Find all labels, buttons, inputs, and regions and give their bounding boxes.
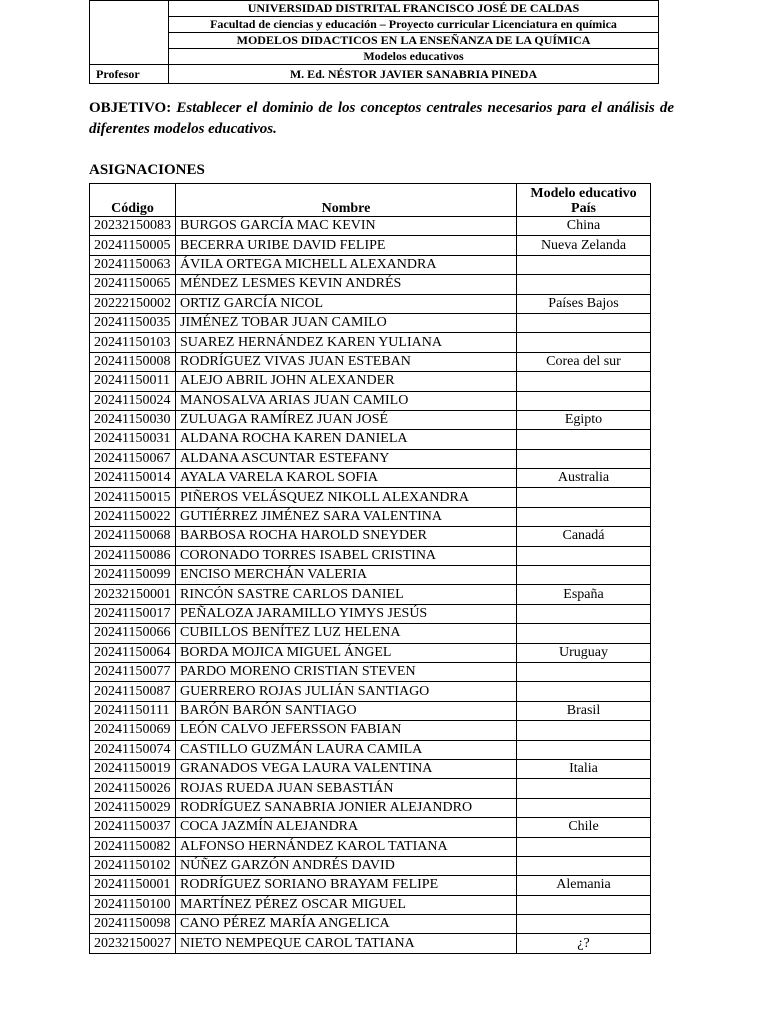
- table-row: [90, 915, 651, 934]
- table-row: [90, 507, 651, 526]
- country-cell: ¿?: [517, 934, 651, 953]
- code-cell: 20241150029: [90, 798, 176, 817]
- name-cell: BECERRA URIBE DAVID FELIPE: [176, 236, 517, 255]
- name-cell: ALEJO ABRIL JOHN ALEXANDER: [176, 372, 517, 391]
- country-cell: [517, 740, 651, 759]
- country-cell: [517, 566, 651, 585]
- name-cell: CASTILLO GUZMÁN LAURA CAMILA: [176, 740, 517, 759]
- country-cell: [517, 313, 651, 332]
- name-cell: RODRÍGUEZ VIVAS JUAN ESTEBAN: [176, 352, 517, 371]
- country-cell: [517, 662, 651, 681]
- code-cell: 20232150001: [90, 585, 176, 604]
- name-cell: BORDA MOJICA MIGUEL ÁNGEL: [176, 643, 517, 662]
- column-header-model: [517, 184, 651, 217]
- code-cell: 20241150082: [90, 837, 176, 856]
- country-cell: [517, 333, 651, 352]
- code-cell: 20241150030: [90, 410, 176, 429]
- faculty-name: Facultad de ciencias y educación – Proyecto curricular Licenciatura en química: [169, 17, 659, 33]
- course-name: MODELOS DIDACTICOS EN LA ENSEÑANZA DE LA QUÍMICA: [169, 33, 659, 49]
- name-cell: MARTÍNEZ PÉREZ OSCAR MIGUEL: [176, 895, 517, 914]
- column-header-name: Nombre: [176, 184, 517, 217]
- table-row: [90, 643, 651, 662]
- name-cell: GUTIÉRREZ JIMÉNEZ SARA VALENTINA: [176, 507, 517, 526]
- country-cell: [517, 682, 651, 701]
- name-cell: CUBILLOS BENÍTEZ LUZ HELENA: [176, 624, 517, 643]
- name-cell: ALDANA ROCHA KAREN DANIELA: [176, 430, 517, 449]
- table-row: [90, 217, 651, 236]
- logo-cell: [90, 1, 169, 65]
- column-header-model-line1: Modelo educativo: [530, 186, 637, 201]
- table-row: [90, 604, 651, 623]
- country-cell: España: [517, 585, 651, 604]
- name-cell: COCA JAZMÍN ALEJANDRA: [176, 818, 517, 837]
- code-cell: 20232150083: [90, 217, 176, 236]
- table-row: [90, 313, 651, 332]
- name-cell: ALFONSO HERNÁNDEZ KAROL TATIANA: [176, 837, 517, 856]
- country-cell: [517, 624, 651, 643]
- table-body: [90, 217, 651, 954]
- name-cell: BARÓN BARÓN SANTIAGO: [176, 701, 517, 720]
- country-cell: Canadá: [517, 527, 651, 546]
- name-cell: ENCISO MERCHÁN VALERIA: [176, 566, 517, 585]
- name-cell: ORTIZ GARCÍA NICOL: [176, 294, 517, 313]
- country-cell: [517, 546, 651, 565]
- code-cell: 20241150008: [90, 352, 176, 371]
- name-cell: CORONADO TORRES ISABEL CRISTINA: [176, 546, 517, 565]
- table-row: [90, 624, 651, 643]
- country-cell: [517, 449, 651, 468]
- name-cell: ZULUAGA RAMÍREZ JUAN JOSÉ: [176, 410, 517, 429]
- code-cell: 20241150063: [90, 255, 176, 274]
- code-cell: 20241150103: [90, 333, 176, 352]
- table-row: [90, 546, 651, 565]
- table-row: [90, 236, 651, 255]
- code-cell: 20241150035: [90, 313, 176, 332]
- name-cell: MÉNDEZ LESMES KEVIN ANDRÉS: [176, 275, 517, 294]
- name-cell: ROJAS RUEDA JUAN SEBASTIÁN: [176, 779, 517, 798]
- table-row: [90, 895, 651, 914]
- name-cell: ALDANA ASCUNTAR ESTEFANY: [176, 449, 517, 468]
- table-row: [90, 682, 651, 701]
- code-cell: 20241150069: [90, 721, 176, 740]
- code-cell: 20241150026: [90, 779, 176, 798]
- table-row: [90, 333, 651, 352]
- code-cell: 20241150099: [90, 566, 176, 585]
- table-row: [90, 430, 651, 449]
- country-cell: Egipto: [517, 410, 651, 429]
- objective-label: OBJETIVO:: [89, 100, 172, 116]
- table-row: [90, 856, 651, 875]
- name-cell: ÁVILA ORTEGA MICHELL ALEXANDRA: [176, 255, 517, 274]
- table-row: [90, 837, 651, 856]
- table-row: [90, 759, 651, 778]
- table-header-row: [90, 184, 651, 217]
- code-cell: 20241150011: [90, 372, 176, 391]
- name-cell: JIMÉNEZ TOBAR JUAN CAMILO: [176, 313, 517, 332]
- table-row: [90, 255, 651, 274]
- name-cell: CANO PÉREZ MARÍA ANGELICA: [176, 915, 517, 934]
- code-cell: 20241150066: [90, 624, 176, 643]
- name-cell: PARDO MORENO CRISTIAN STEVEN: [176, 662, 517, 681]
- table-row: [90, 721, 651, 740]
- code-cell: 20232150027: [90, 934, 176, 953]
- table-row: [90, 566, 651, 585]
- assignments-table: [89, 183, 651, 954]
- table-row: [90, 488, 651, 507]
- country-cell: [517, 604, 651, 623]
- country-cell: Corea del sur: [517, 352, 651, 371]
- objective-paragraph: [89, 98, 674, 140]
- country-cell: [517, 255, 651, 274]
- country-cell: [517, 837, 651, 856]
- country-cell: Alemania: [517, 876, 651, 895]
- name-cell: NIETO NEMPEQUE CAROL TATIANA: [176, 934, 517, 953]
- country-cell: China: [517, 217, 651, 236]
- name-cell: PIÑEROS VELÁSQUEZ NIKOLL ALEXANDRA: [176, 488, 517, 507]
- country-cell: [517, 372, 651, 391]
- table-row: [90, 876, 651, 895]
- table-row: [90, 527, 651, 546]
- table-row: [90, 469, 651, 488]
- table-row: [90, 701, 651, 720]
- code-cell: 20222150002: [90, 294, 176, 313]
- code-cell: 20241150077: [90, 662, 176, 681]
- name-cell: SUAREZ HERNÁNDEZ KAREN YULIANA: [176, 333, 517, 352]
- code-cell: 20241150037: [90, 818, 176, 837]
- code-cell: 20241150014: [90, 469, 176, 488]
- country-cell: [517, 275, 651, 294]
- name-cell: RODRÍGUEZ SORIANO BRAYAM FELIPE: [176, 876, 517, 895]
- objective-text: Establecer el dominio de los conceptos centrales necesarios para el análisis de diferentes modelos educativos.: [89, 100, 674, 137]
- code-cell: 20241150064: [90, 643, 176, 662]
- code-cell: 20241150100: [90, 895, 176, 914]
- code-cell: 20241150024: [90, 391, 176, 410]
- code-cell: 20241150086: [90, 546, 176, 565]
- column-header-model-line2: País: [571, 201, 596, 216]
- country-cell: Brasil: [517, 701, 651, 720]
- country-cell: [517, 430, 651, 449]
- name-cell: BARBOSA ROCHA HAROLD SNEYDER: [176, 527, 517, 546]
- name-cell: RINCÓN SASTRE CARLOS DANIEL: [176, 585, 517, 604]
- country-cell: [517, 798, 651, 817]
- country-cell: Italia: [517, 759, 651, 778]
- name-cell: NÚÑEZ GARZÓN ANDRÉS DAVID: [176, 856, 517, 875]
- name-cell: BURGOS GARCÍA MAC KEVIN: [176, 217, 517, 236]
- country-cell: [517, 507, 651, 526]
- name-cell: GUERRERO ROJAS JULIÁN SANTIAGO: [176, 682, 517, 701]
- code-cell: 20241150111: [90, 701, 176, 720]
- country-cell: [517, 915, 651, 934]
- code-cell: 20241150065: [90, 275, 176, 294]
- country-cell: Nueva Zelanda: [517, 236, 651, 255]
- code-cell: 20241150015: [90, 488, 176, 507]
- country-cell: [517, 391, 651, 410]
- assignments-title: ASIGNACIONES: [89, 162, 205, 178]
- name-cell: AYALA VARELA KAROL SOFIA: [176, 469, 517, 488]
- country-cell: [517, 721, 651, 740]
- code-cell: 20241150098: [90, 915, 176, 934]
- country-cell: [517, 488, 651, 507]
- name-cell: MANOSALVA ARIAS JUAN CAMILO: [176, 391, 517, 410]
- table-row: [90, 779, 651, 798]
- country-cell: [517, 779, 651, 798]
- country-cell: Australia: [517, 469, 651, 488]
- name-cell: RODRÍGUEZ SANABRIA JONIER ALEJANDRO: [176, 798, 517, 817]
- table-row: [90, 391, 651, 410]
- code-cell: 20241150087: [90, 682, 176, 701]
- table-row: [90, 352, 651, 371]
- country-cell: Países Bajos: [517, 294, 651, 313]
- table-row: [90, 372, 651, 391]
- code-cell: 20241150102: [90, 856, 176, 875]
- code-cell: 20241150074: [90, 740, 176, 759]
- name-cell: GRANADOS VEGA LAURA VALENTINA: [176, 759, 517, 778]
- code-cell: 20241150005: [90, 236, 176, 255]
- name-cell: LEÓN CALVO JEFERSSON FABIAN: [176, 721, 517, 740]
- code-cell: 20241150067: [90, 449, 176, 468]
- table-row: [90, 934, 651, 953]
- topic-name: Modelos educativos: [169, 49, 659, 65]
- country-cell: [517, 856, 651, 875]
- code-cell: 20241150068: [90, 527, 176, 546]
- code-cell: 20241150017: [90, 604, 176, 623]
- country-cell: Chile: [517, 818, 651, 837]
- code-cell: 20241150031: [90, 430, 176, 449]
- table-row: [90, 740, 651, 759]
- table-row: [90, 449, 651, 468]
- code-cell: 20241150001: [90, 876, 176, 895]
- university-name: UNIVERSIDAD DISTRITAL FRANCISCO JOSÉ DE CALDAS: [169, 1, 659, 17]
- table-row: [90, 818, 651, 837]
- code-cell: 20241150019: [90, 759, 176, 778]
- code-cell: 20241150022: [90, 507, 176, 526]
- professor-label: Profesor: [90, 65, 169, 84]
- table-row: [90, 294, 651, 313]
- table-row: [90, 662, 651, 681]
- name-cell: PEÑALOZA JARAMILLO YIMYS JESÚS: [176, 604, 517, 623]
- table-row: [90, 798, 651, 817]
- document-header: [89, 0, 659, 84]
- professor-name: M. Ed. NÉSTOR JAVIER SANABRIA PINEDA: [169, 65, 659, 84]
- table-row: [90, 275, 651, 294]
- country-cell: [517, 895, 651, 914]
- table-row: [90, 410, 651, 429]
- column-header-code: Código: [90, 184, 176, 217]
- country-cell: Uruguay: [517, 643, 651, 662]
- table-row: [90, 585, 651, 604]
